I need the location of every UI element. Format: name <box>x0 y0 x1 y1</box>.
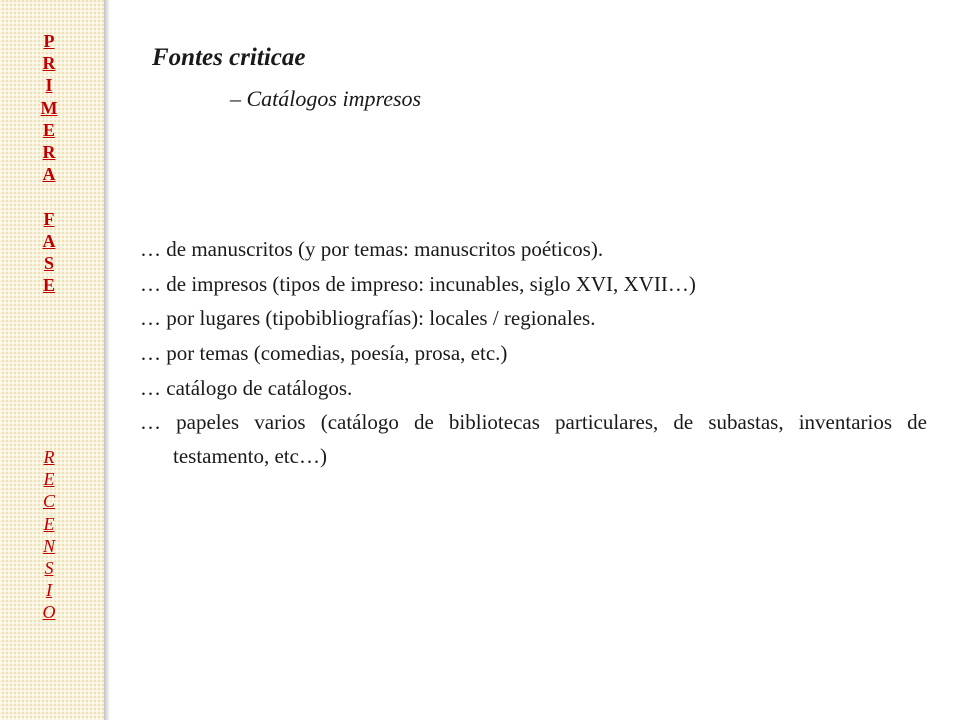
list-item: … por lugares (tipobibliografías): locales / regionales. <box>140 306 596 331</box>
recensio-link[interactable] <box>0 446 98 624</box>
list-item: … de manuscritos (y por temas: manuscritos poéticos). <box>140 237 604 261</box>
sidebar-letter: F <box>43 208 55 229</box>
sidebar-letter: S <box>43 253 54 274</box>
sidebar-letter: A <box>42 230 56 251</box>
sidebar-letter: C <box>42 491 55 512</box>
sidebar-letter: R <box>43 447 55 467</box>
sidebar-letter: N <box>42 535 55 556</box>
sidebar-letter: E <box>42 119 55 140</box>
sidebar-letter: P <box>43 31 55 51</box>
sidebar-letter: S <box>44 558 54 579</box>
list-item: … papeles varios (catálogo de bibliotecas particulares, de subastas, inventarios de testamento, etc…) <box>140 410 927 469</box>
sidebar-letter: M <box>40 97 58 118</box>
list-item: … de impresos (tipos de impreso: incunables, siglo XVI, XVII…) <box>140 271 696 296</box>
slide-subtitle: – Catálogos impresos <box>230 86 422 111</box>
sidebar-gap <box>0 185 98 207</box>
list-item: … catálogo de catálogos. <box>140 375 353 400</box>
list-item: … por temas (comedias, poesía, prosa, etc.) <box>140 341 508 366</box>
sidebar-letter: E <box>42 275 55 296</box>
sidebar-letter: O <box>42 602 56 623</box>
sidebar-letter: R <box>42 142 56 163</box>
primera-fase-link[interactable] <box>0 30 98 296</box>
sidebar-letter: A <box>42 164 56 185</box>
sidebar-letter: E <box>43 469 55 490</box>
sidebar-letter: I <box>45 75 53 96</box>
sidebar-letter: I <box>46 580 52 601</box>
sidebar-letter: R <box>42 53 56 74</box>
sidebar-shadow <box>104 0 110 720</box>
sidebar-letter: E <box>43 513 55 534</box>
slide-title: Fontes criticae <box>152 44 306 71</box>
catalog-list <box>140 232 927 474</box>
